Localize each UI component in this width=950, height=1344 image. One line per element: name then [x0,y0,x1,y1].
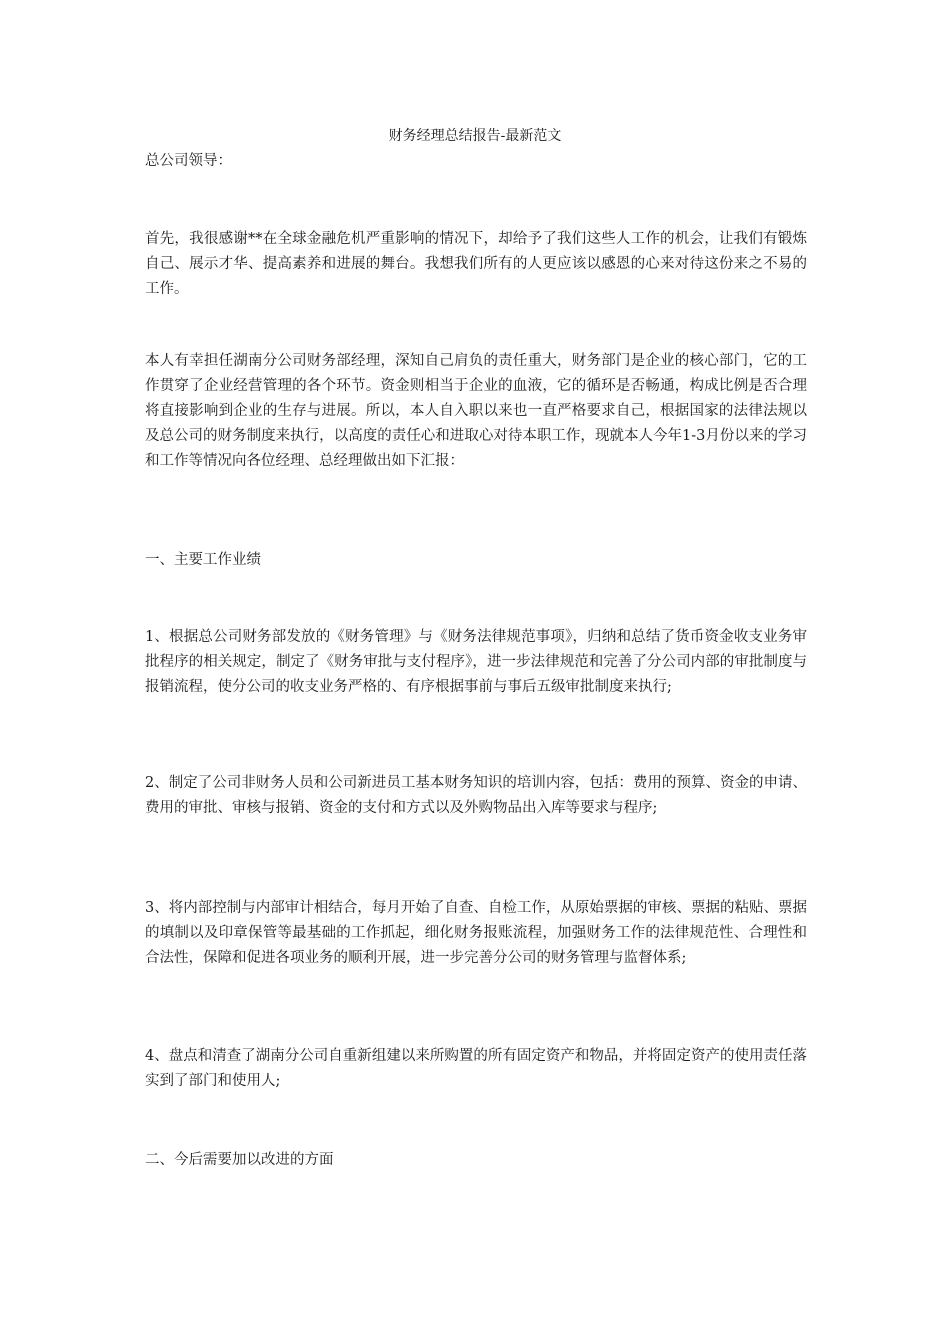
paragraph-self-introduction: 本人有幸担任湖南分公司财务部经理，深知自己肩负的责任重大，财务部门是企业的核心部门，它的工作贯穿了企业经营管理的各个环节。资金则相当于企业的血液，它的循环是否畅通，构成比例是否合理将直接影响到企业的生存与进展。所以，本人自入职以来也一直严格要求自己，根据国家的法律法规以及总公司的财务制度来执行，以高度的责任心和进取心对待本职工作，现就本人今年1-3月份以来的学习和工作等情况向各位经理、总经理做出如下汇报： [145,353,807,469]
salutation: 总公司领导： [145,153,232,169]
section-heading-main-achievements: 一、主要工作业绩 [145,552,261,568]
section-heading-improvements: 二、今后需要加以改进的方面 [145,1152,334,1168]
paragraph-item-2: 2、制定了公司非财务人员和公司新进员工基本财务知识的培训内容，包括：费用的预算、资金的申请、费用的审批、审核与报销、资金的支付和方式以及外购物品出入库等要求与程序; [145,775,807,816]
paragraph-intro: 首先，我很感谢**在全球金融危机严重影响的情况下，却给予了我们这些人工作的机会，让我们有锻炼自己、展示才华、提高素养和进展的舞台。我想我们所有的人更应该以感恩的心来对待这份来之不易的工作。 [145,231,807,297]
document-title: 财务经理总结报告-最新范文 [388,128,562,144]
paragraph-item-1: 1、根据总公司财务部发放的《财务管理》与《财务法律规范事项》，归纳和总结了货币资金收支业务审批程序的相关规定，制定了《财务审批与支付程序》，进一步法律规范和完善了分公司内部的审批制度与报销流程，使分公司的收支业务严格的、有序根据事前与事后五级审批制度来执行; [145,629,807,695]
paragraph-item-4: 4、盘点和清查了湖南分公司自重新组建以来所购置的所有固定资产和物品，并将固定资产的使用责任落实到了部门和使用人; [145,1048,807,1089]
paragraph-item-3: 3、将内部控制与内部审计相结合，每月开始了自查、自检工作，从原始票据的审核、票据的粘贴、票据的填制以及印章保管等最基础的工作抓起，细化财务报账流程，加强财务工作的法律规范性、合理性和合法性，保障和促进各项业务的顺利开展，进一步完善分公司的财务管理与监督体系; [145,900,807,966]
